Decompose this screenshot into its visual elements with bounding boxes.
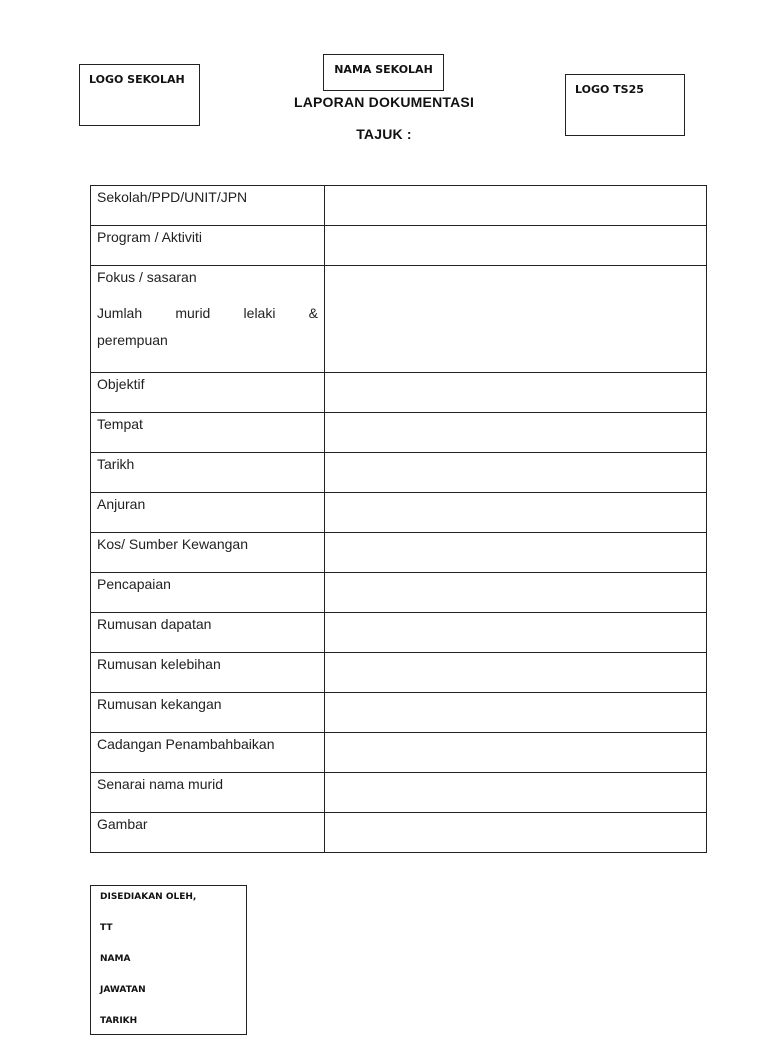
report-form-table [90, 185, 707, 853]
row-value-cell[interactable] [325, 493, 707, 533]
table-row [91, 613, 707, 653]
row-value-cell[interactable] [325, 573, 707, 613]
row-label: Rumusan dapatan [91, 613, 325, 653]
prepared-by-label: DISEDIAKAN OLEH, [100, 892, 197, 902]
row-label: Program / Aktiviti [91, 226, 325, 266]
row-value-cell[interactable] [325, 653, 707, 693]
logo-school-placeholder [79, 64, 200, 126]
report-title: LAPORAN DOKUMENTASI [293, 94, 475, 110]
row-label: Senarai nama murid [91, 773, 325, 813]
row-label: Objektif [91, 373, 325, 413]
row-label: Gambar [91, 813, 325, 853]
school-name-label: NAMA SEKOLAH [334, 63, 433, 76]
report-subtitle: TAJUK : [356, 126, 412, 142]
row-value-cell[interactable] [325, 773, 707, 813]
table-row [91, 533, 707, 573]
row-value-cell[interactable] [325, 186, 707, 226]
table-row [91, 733, 707, 773]
table-row [91, 186, 707, 226]
row-value-cell[interactable] [325, 533, 707, 573]
row-value-cell[interactable] [325, 733, 707, 773]
table-row [91, 413, 707, 453]
student-count-label-line1: Jumlah murid lelaki & [97, 305, 318, 321]
row-label: Pencapaian [91, 573, 325, 613]
row-value-cell[interactable] [325, 226, 707, 266]
table-row [91, 573, 707, 613]
row-label-focus [91, 266, 325, 373]
row-label: Rumusan kekangan [91, 693, 325, 733]
signature-name-label: NAMA [100, 954, 131, 964]
row-value-cell[interactable] [325, 613, 707, 653]
row-value-cell[interactable] [325, 413, 707, 453]
signature-tt-label: TT [100, 923, 113, 933]
school-name-box [323, 54, 444, 91]
signature-box [90, 885, 247, 1035]
row-value-cell[interactable] [325, 693, 707, 733]
row-label: Anjuran [91, 493, 325, 533]
table-row [91, 266, 707, 373]
table-row [91, 493, 707, 533]
table-row [91, 653, 707, 693]
table-row [91, 773, 707, 813]
row-value-cell[interactable] [325, 453, 707, 493]
signature-position-label: JAWATAN [100, 985, 146, 995]
logo-ts25-label: LOGO TS25 [575, 83, 644, 96]
row-label: Kos/ Sumber Kewangan [91, 533, 325, 573]
row-label: Cadangan Penambahbaikan [91, 733, 325, 773]
table-row [91, 693, 707, 733]
signature-date-label: TARIKH [100, 1016, 138, 1026]
row-label: Tarikh [91, 453, 325, 493]
table-row [91, 813, 707, 853]
row-label: Tempat [91, 413, 325, 453]
table-row [91, 373, 707, 413]
focus-label: Fokus / sasaran [97, 269, 197, 285]
table-row [91, 226, 707, 266]
logo-ts25-placeholder [565, 74, 685, 136]
student-count-label-line2: perempuan [97, 332, 168, 348]
row-value-cell[interactable] [325, 813, 707, 853]
row-value-cell[interactable] [325, 373, 707, 413]
row-label: Sekolah/PPD/UNIT/JPN [91, 186, 325, 226]
row-label: Rumusan kelebihan [91, 653, 325, 693]
row-value-cell[interactable] [325, 266, 707, 373]
table-row [91, 453, 707, 493]
logo-school-label: LOGO SEKOLAH [89, 73, 185, 86]
